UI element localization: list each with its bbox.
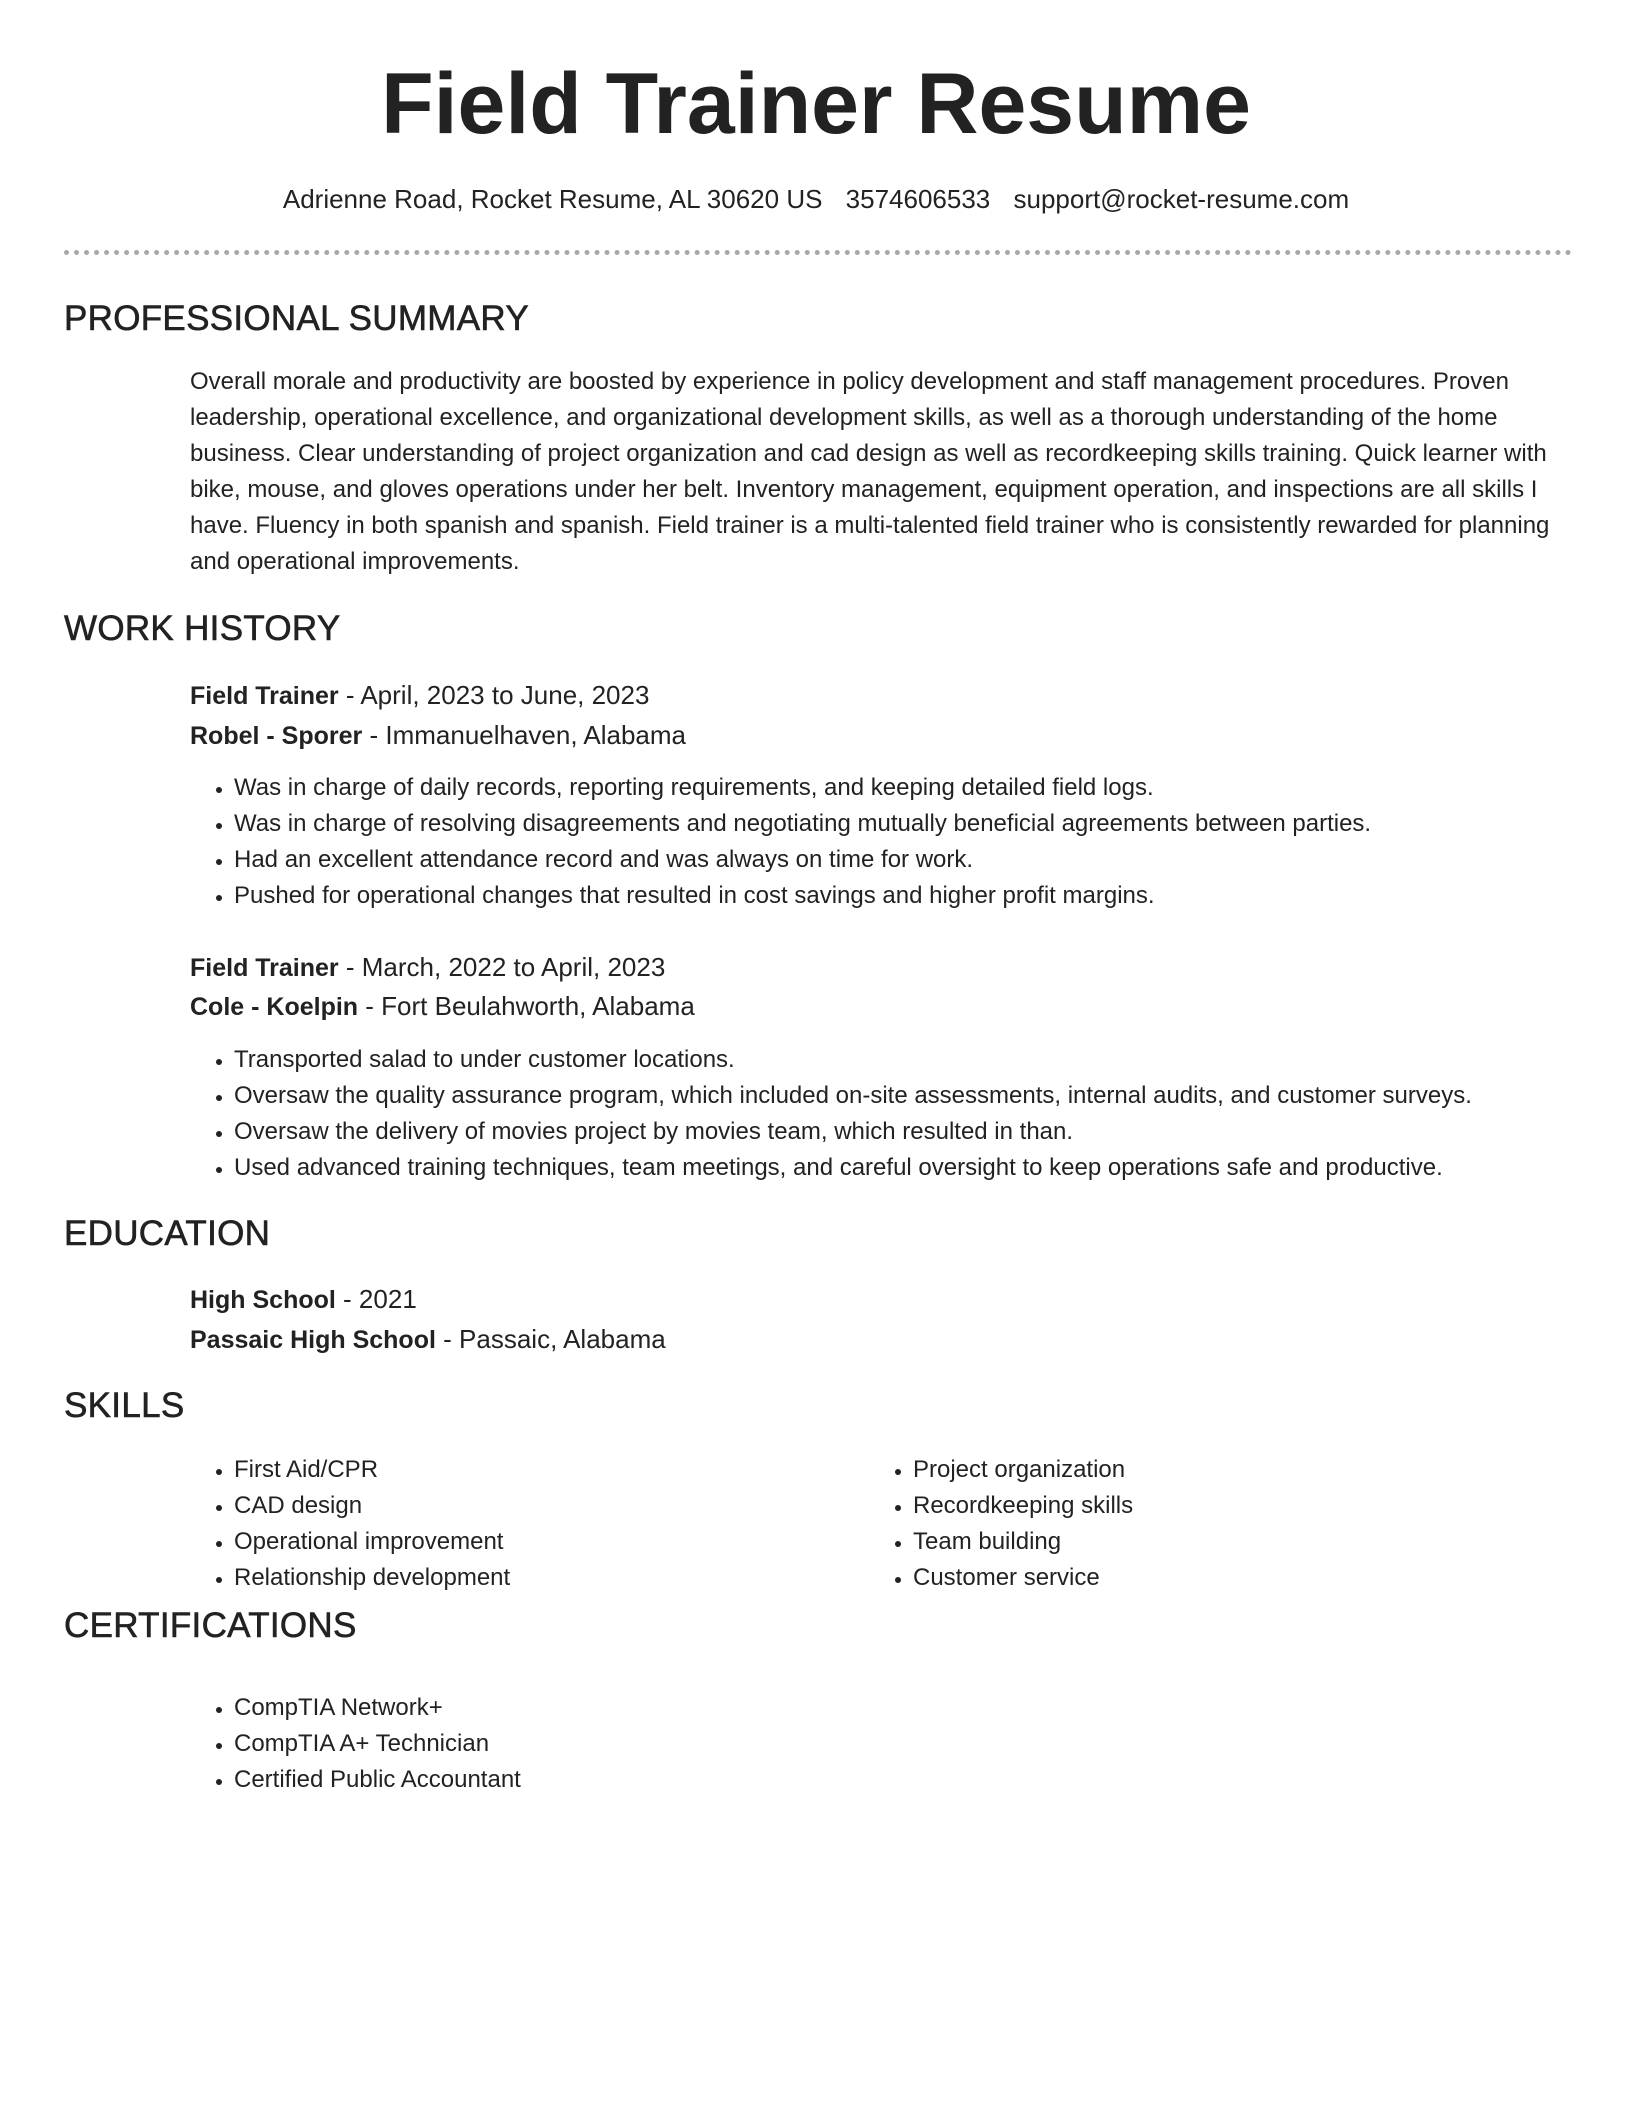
list-item: • Was in charge of resolving disagreements and negotiating mutually beneficial agreements between parties. — [234, 806, 1371, 842]
job-2-company: Cole - Koelpin — [190, 993, 359, 1021]
job-2-location: - Fort Beulahworth, Alabama — [358, 991, 695, 1021]
education-school-line — [190, 1321, 666, 1358]
skills-heading: SKILLS — [64, 1386, 185, 1425]
summary-heading: PROFESSIONAL SUMMARY — [64, 299, 529, 338]
page-title: Field Trainer Resume — [381, 56, 1251, 152]
education-degree-line — [190, 1281, 417, 1318]
job-1-title: Field Trainer — [190, 682, 339, 710]
job-1-duties — [190, 770, 1371, 914]
work-history-heading: WORK HISTORY — [64, 609, 341, 648]
job-1-company: Robel - Sporer — [190, 722, 363, 750]
education-degree: High School — [190, 1286, 336, 1314]
skills-list-right — [869, 1452, 1133, 1596]
education-location: - Passaic, Alabama — [435, 1324, 666, 1354]
header-divider — [64, 250, 1572, 255]
contact-address: Adrienne Road, Rocket Resume, AL 30620 US — [282, 184, 823, 214]
list-item: • Project organization — [913, 1452, 1133, 1488]
job-1-company-line — [190, 717, 686, 754]
certifications-list — [190, 1690, 521, 1798]
skills-list-left — [190, 1452, 510, 1596]
list-item: • Certified Public Accountant — [234, 1762, 521, 1798]
list-item: • Was in charge of daily records, reporting requirements, and keeping detailed field logs. — [234, 770, 1371, 806]
list-item: • Oversaw the delivery of movies project by movies team, which resulted in than. — [234, 1114, 1472, 1150]
list-item: • CompTIA Network+ — [234, 1690, 521, 1726]
job-2-title: Field Trainer — [190, 954, 339, 982]
contact-phone: 3574606533 — [845, 184, 991, 214]
list-item: • Oversaw the quality assurance program, which included on-site assessments, internal audits, and customer surveys. — [234, 1078, 1472, 1114]
job-2-company-line — [190, 988, 695, 1025]
list-item: • Customer service — [913, 1560, 1133, 1596]
job-1-title-line — [190, 677, 649, 714]
summary-text: Overall morale and productivity are boosted by experience in policy development and staff management procedures. Proven leadership, operational excellence, and organizational development skills, as well as a thorough understanding of the home business. Clear understanding of project organization and cad design as well as recordkeeping skills training. Quick learner with bike, mouse, and gloves operations under her belt. Inventory management, equipment operation, and inspections are all skills I have. Fluency in both spanish and spanish. Field trainer is a multi-talented field trainer who is consistently rewarded for planning and operational improvements. — [190, 368, 1550, 575]
job-2-title-line — [190, 949, 665, 986]
list-item: • Relationship development — [234, 1560, 510, 1596]
list-item: • CompTIA A+ Technician — [234, 1726, 521, 1762]
contact-info — [0, 181, 1632, 217]
job-1-location: - Immanuelhaven, Alabama — [362, 720, 686, 750]
list-item: • Operational improvement — [234, 1524, 510, 1560]
list-item: • Recordkeeping skills — [913, 1488, 1133, 1524]
list-item: • Used advanced training techniques, team meetings, and careful oversight to keep operations safe and productive. — [234, 1150, 1472, 1186]
job-2-dates: - March, 2022 to April, 2023 — [338, 952, 666, 982]
list-item: • Team building — [913, 1524, 1133, 1560]
contact-email: support@rocket-resume.com — [1013, 184, 1350, 214]
list-item: • Transported salad to under customer locations. — [234, 1042, 1472, 1078]
list-item: • Pushed for operational changes that resulted in cost savings and higher profit margins. — [234, 878, 1371, 914]
list-item: • CAD design — [234, 1488, 510, 1524]
job-2-duties — [190, 1042, 1472, 1186]
certifications-heading: CERTIFICATIONS — [64, 1606, 357, 1645]
education-heading: EDUCATION — [64, 1214, 271, 1253]
education-school: Passaic High School — [190, 1326, 436, 1354]
education-year: - 2021 — [335, 1284, 417, 1314]
list-item: • Had an excellent attendance record and was always on time for work. — [234, 842, 1371, 878]
job-1-dates: - April, 2023 to June, 2023 — [338, 680, 650, 710]
list-item: • First Aid/CPR — [234, 1452, 510, 1488]
